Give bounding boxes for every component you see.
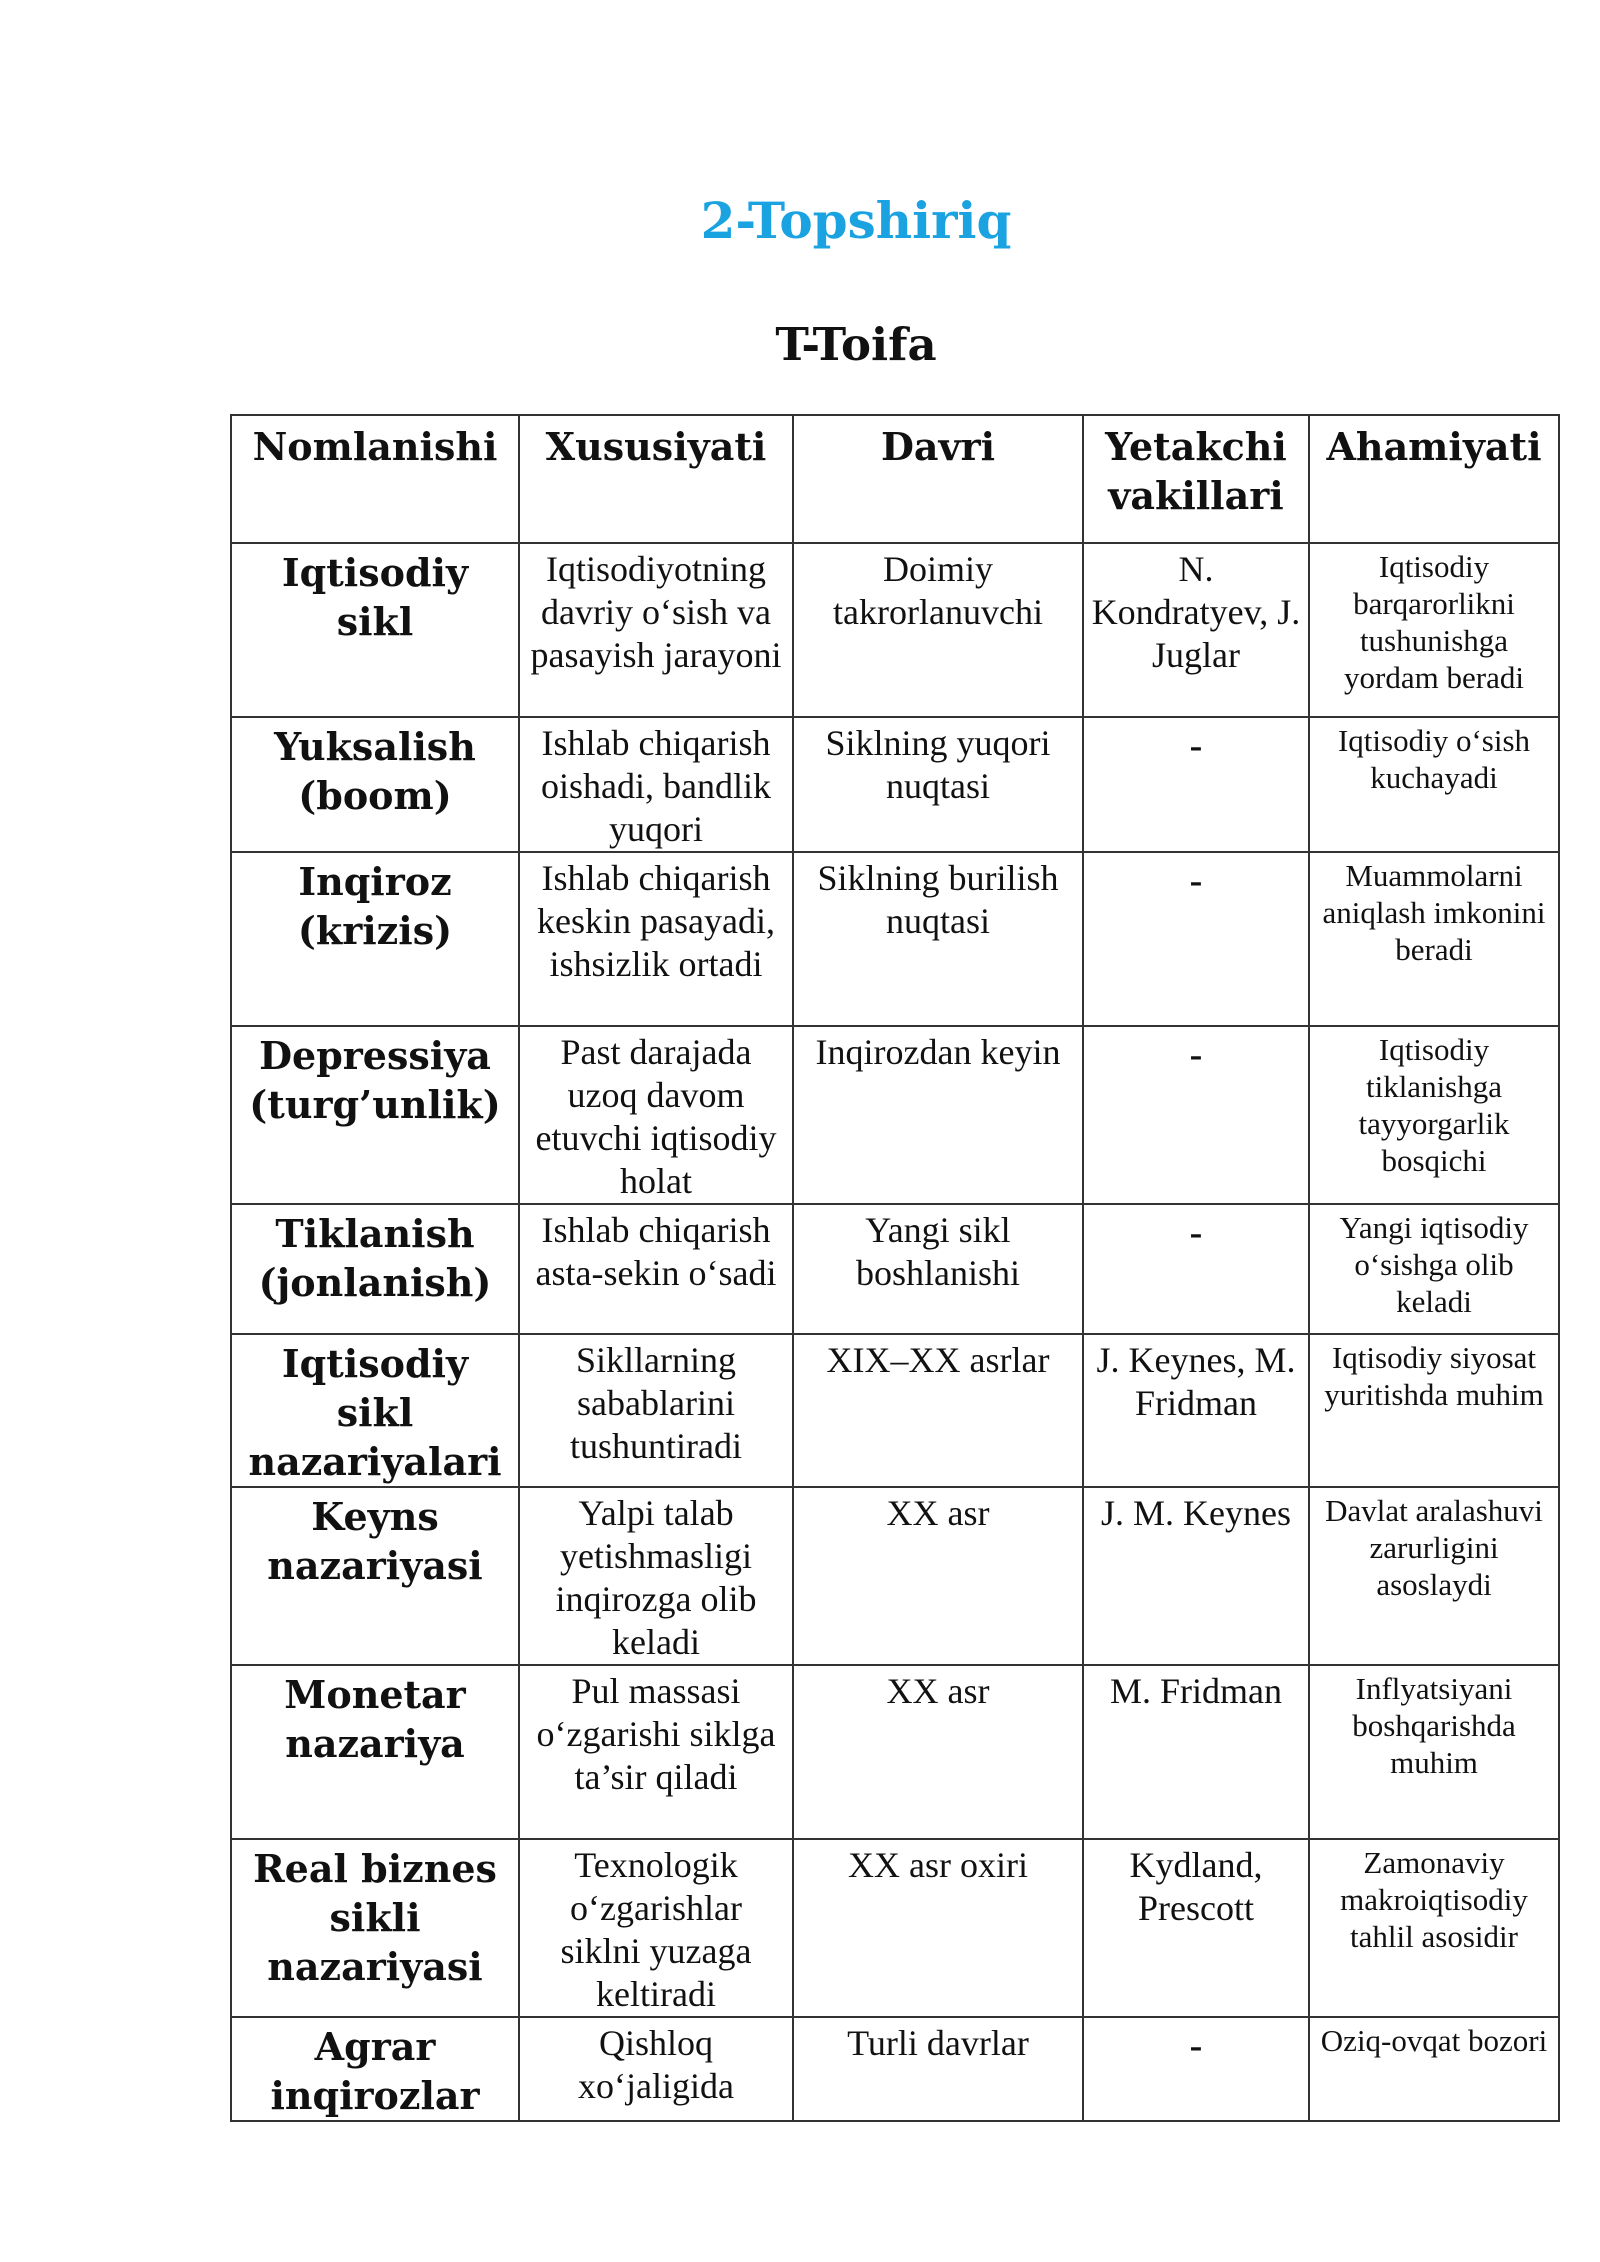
row-name-cell: Iqtisodiy sikl (231, 543, 519, 717)
table-row (231, 2017, 1559, 2121)
table-row (231, 717, 1559, 852)
row-feature-cell: Ishlab chiqarish asta-sekin o‘sadi (519, 1204, 793, 1334)
row-period-cell: Yangi sikl boshlanishi (793, 1204, 1083, 1334)
row-importance-cell: Iqtisodiy o‘sish kuchayadi (1309, 717, 1559, 852)
table-row (231, 1204, 1559, 1334)
row-importance-cell: Muammolarni aniqlash imkonini beradi (1309, 852, 1559, 1026)
row-name-cell: Agrar inqirozlar (231, 2017, 519, 2121)
table-subtitle: T-Toifa (775, 318, 937, 371)
row-period-cell: Siklning burilish nuqtasi (793, 852, 1083, 1026)
row-feature-cell: Pul massasi o‘zgarishi siklga ta’sir qiladi (519, 1665, 793, 1839)
row-feature-cell: Qishloq xo‘jaligida (519, 2017, 793, 2121)
row-name-cell: Keyns nazariyasi (231, 1487, 519, 1665)
row-name-cell: Yuksalish (boom) (231, 717, 519, 852)
row-name-cell: Inqiroz (krizis) (231, 852, 519, 1026)
table-row (231, 1839, 1559, 2017)
row-importance-cell: Iqtisodiy barqarorlikni tushunishga yordam beradi (1309, 543, 1559, 717)
row-name-cell: Real biznes sikli nazariyasi (231, 1839, 519, 2017)
row-importance-cell: Inflyatsiyani boshqarishda muhim (1309, 1665, 1559, 1839)
row-importance-cell: Zamonaviy makroiqtisodiy tahlil asosidir (1309, 1839, 1559, 2017)
row-leaders-cell: J. Keynes, M. Fridman (1083, 1334, 1309, 1487)
row-importance-cell: Iqtisodiy siyosat yuritishda muhim (1309, 1334, 1559, 1487)
row-leaders-cell: - (1083, 717, 1309, 852)
row-leaders-cell: M. Fridman (1083, 1665, 1309, 1839)
row-period-cell: Siklning yuqori nuqtasi (793, 717, 1083, 852)
row-importance-cell: Yangi iqtisodiy o‘sishga olib keladi (1309, 1204, 1559, 1334)
row-leaders-cell: - (1083, 852, 1309, 1026)
row-leaders-cell: - (1083, 1204, 1309, 1334)
row-leaders-cell: - (1083, 2017, 1309, 2121)
row-importance-cell: Oziq-ovqat bozori (1309, 2017, 1559, 2121)
row-period-cell: Inqirozdan keyin (793, 1026, 1083, 1204)
classification-table (230, 414, 1560, 2122)
row-feature-cell: Yalpi talab yetishmasligi inqirozga olib keladi (519, 1487, 793, 1665)
table-row (231, 543, 1559, 717)
row-period-cell: Turli davrlar (793, 2017, 1083, 2121)
table-row (231, 1026, 1559, 1204)
row-period-cell: Doimiy takrorlanuvchi (793, 543, 1083, 717)
row-leaders-cell: N. Kondratyev, J. Juglar (1083, 543, 1309, 717)
table-row (231, 1334, 1559, 1487)
table-header-row (231, 415, 1559, 543)
row-feature-cell: Ishlab chiqarish keskin pasayadi, ishsizlik ortadi (519, 852, 793, 1026)
row-leaders-cell: - (1083, 1026, 1309, 1204)
row-feature-cell: Iqtisodiyotning davriy o‘sish va pasayish jarayoni (519, 543, 793, 717)
row-name-cell: Iqtisodiy sikl nazariyalari (231, 1334, 519, 1487)
table-row (231, 852, 1559, 1026)
column-header-leaders: Yetakchi vakillari (1083, 415, 1309, 543)
row-importance-cell: Iqtisodiy tiklanishga tayyorgarlik bosqichi (1309, 1026, 1559, 1204)
row-feature-cell: Texnologik o‘zgarishlar siklni yuzaga keltiradi (519, 1839, 793, 2017)
table-row (231, 1487, 1559, 1665)
column-header-name: Nomlanishi (231, 415, 519, 543)
row-feature-cell: Ishlab chiqarish oishadi, bandlik yuqori (519, 717, 793, 852)
row-leaders-cell: J. M. Keynes (1083, 1487, 1309, 1665)
row-period-cell: XIX–XX asrlar (793, 1334, 1083, 1487)
row-period-cell: XX asr oxiri (793, 1839, 1083, 2017)
row-feature-cell: Sikllarning sabablarini tushuntiradi (519, 1334, 793, 1487)
table-row (231, 1665, 1559, 1839)
page-title: 2-Topshiriq (700, 191, 1012, 250)
row-name-cell: Tiklanish (jonlanish) (231, 1204, 519, 1334)
column-header-feature: Xususiyati (519, 415, 793, 543)
row-period-cell: XX asr (793, 1487, 1083, 1665)
row-name-cell: Depressiya (turg’unlik) (231, 1026, 519, 1204)
row-feature-cell: Past darajada uzoq davom etuvchi iqtisodiy holat (519, 1026, 793, 1204)
row-period-cell: XX asr (793, 1665, 1083, 1839)
column-header-importance: Ahamiyati (1309, 415, 1559, 543)
row-name-cell: Monetar nazariya (231, 1665, 519, 1839)
row-importance-cell: Davlat aralashuvi zarurligini asoslaydi (1309, 1487, 1559, 1665)
column-header-period: Davri (793, 415, 1083, 543)
row-leaders-cell: Kydland, Prescott (1083, 1839, 1309, 2017)
